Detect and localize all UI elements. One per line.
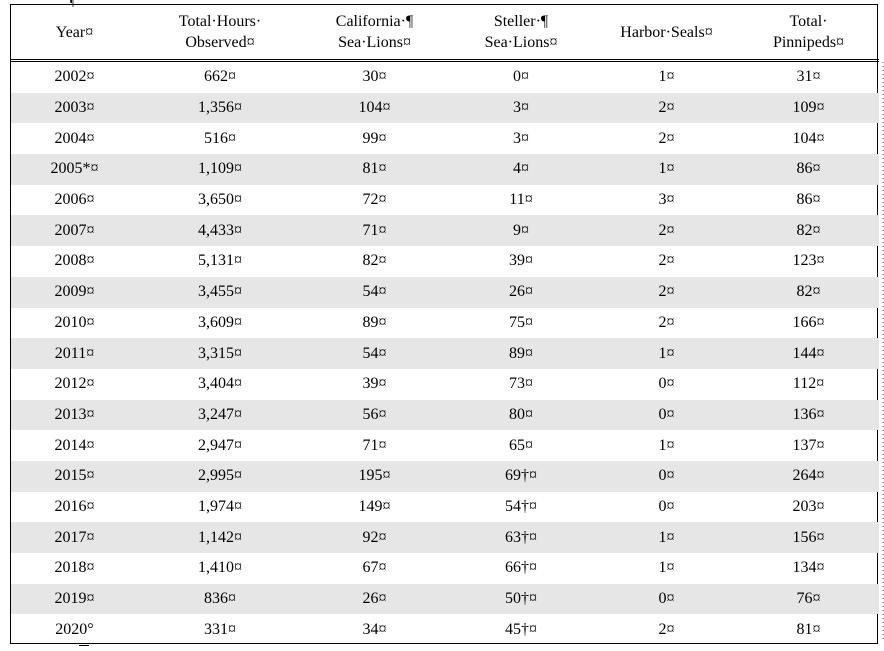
table-header bbox=[11, 5, 879, 61]
cell-year: 2004¤ bbox=[54, 129, 95, 147]
cell-total-hours: 3,650¤ bbox=[198, 191, 242, 209]
header-steller-sea-lions bbox=[447, 5, 595, 61]
cell-california-sea-lions: 71¤ bbox=[302, 215, 447, 246]
table-row bbox=[11, 614, 879, 645]
cell-year: 2005*¤ bbox=[11, 154, 138, 185]
cell-total-hours: 5,131¤ bbox=[198, 252, 242, 270]
cell-steller-sea-lions: 66†¤ bbox=[505, 559, 537, 577]
header-california-line1: California·¶ bbox=[335, 13, 414, 30]
cell-steller-sea-lions: 63†¤ bbox=[447, 522, 595, 553]
cell-total-pinnipeds: 112¤ bbox=[792, 375, 825, 393]
cell-california-sea-lions: 54¤ bbox=[302, 338, 447, 369]
cell-total-pinnipeds: 82¤ bbox=[738, 215, 879, 246]
table-row bbox=[11, 61, 879, 93]
header-year-line1: Year¤ bbox=[55, 23, 94, 41]
cell-steller-sea-lions: 65¤ bbox=[509, 436, 533, 454]
cell-california-sea-lions: 104¤ bbox=[302, 93, 447, 124]
cell-year: 2008¤ bbox=[54, 252, 95, 270]
cell-california-sea-lions: 195¤ bbox=[302, 461, 447, 492]
cell-steller-sea-lions: 9¤ bbox=[447, 215, 595, 246]
cell-total-hours: 4,433¤ bbox=[138, 215, 302, 246]
table-body bbox=[11, 61, 879, 646]
cell-harbor-seals: 0¤ bbox=[595, 584, 738, 615]
cell-total-pinnipeds: 109¤ bbox=[738, 93, 879, 124]
cell-harbor-seals: 2¤ bbox=[658, 252, 675, 270]
cell-year: 2010¤ bbox=[54, 313, 95, 331]
cell-total-pinnipeds: 156¤ bbox=[738, 522, 879, 553]
cell-california-sea-lions: 30¤ bbox=[362, 68, 387, 86]
table-row bbox=[11, 123, 879, 154]
cell-total-hours: 1,109¤ bbox=[138, 154, 302, 185]
cell-california-sea-lions: 92¤ bbox=[302, 522, 447, 553]
cell-california-sea-lions: 26¤ bbox=[302, 584, 447, 615]
cell-harbor-seals: 2¤ bbox=[658, 129, 675, 147]
pinniped-table-frame bbox=[10, 4, 878, 644]
cell-total-hours: 3,609¤ bbox=[198, 313, 242, 331]
cell-total-pinnipeds: 264¤ bbox=[738, 461, 879, 492]
cell-harbor-seals: 0¤ bbox=[595, 461, 738, 492]
header-row bbox=[11, 5, 879, 61]
cell-california-sea-lions: 72¤ bbox=[362, 191, 387, 209]
cell-harbor-seals: 1¤ bbox=[595, 338, 738, 369]
cell-harbor-seals: 0¤ bbox=[658, 497, 675, 515]
cell-year: 2003¤ bbox=[11, 93, 138, 124]
cell-total-pinnipeds: 144¤ bbox=[738, 338, 879, 369]
header-harbor-line1: Harbor·Seals¤ bbox=[620, 23, 713, 41]
cell-total-pinnipeds: 31¤ bbox=[796, 68, 821, 86]
header-total-hours bbox=[138, 5, 302, 61]
header-total-pinnipeds bbox=[738, 5, 879, 61]
cell-total-hours: 662¤ bbox=[204, 68, 236, 86]
cell-steller-sea-lions: 69†¤ bbox=[447, 461, 595, 492]
cell-california-sea-lions: 56¤ bbox=[302, 400, 447, 431]
cell-total-hours: 3,455¤ bbox=[138, 277, 302, 308]
cell-year: 2011¤ bbox=[11, 338, 138, 369]
cell-california-sea-lions: 89¤ bbox=[362, 313, 387, 331]
cell-harbor-seals: 2¤ bbox=[595, 215, 738, 246]
cell-year: 2017¤ bbox=[11, 522, 138, 553]
cell-total-hours: 331¤ bbox=[204, 620, 236, 638]
cell-california-sea-lions: 67¤ bbox=[362, 559, 387, 577]
header-steller-line2: Sea·Lions¤ bbox=[484, 34, 558, 51]
table-row bbox=[11, 185, 879, 216]
cell-steller-sea-lions: 3¤ bbox=[447, 93, 595, 124]
table-row bbox=[11, 154, 879, 185]
cell-steller-sea-lions: 89¤ bbox=[447, 338, 595, 369]
cell-total-hours: 1,974¤ bbox=[198, 497, 242, 515]
cell-total-pinnipeds: 136¤ bbox=[738, 400, 879, 431]
header-total-pinnipeds-line1: Total· bbox=[789, 13, 828, 30]
cell-harbor-seals: 1¤ bbox=[658, 68, 675, 86]
header-harbor-seals bbox=[595, 5, 738, 61]
cell-year: 2016¤ bbox=[54, 497, 95, 515]
cell-total-pinnipeds: 86¤ bbox=[738, 154, 879, 185]
cell-harbor-seals: 1¤ bbox=[595, 522, 738, 553]
cell-steller-sea-lions: 4¤ bbox=[447, 154, 595, 185]
cell-total-hours: 2,947¤ bbox=[198, 436, 242, 454]
cell-harbor-seals: 0¤ bbox=[658, 375, 675, 393]
table-row bbox=[11, 553, 879, 584]
cell-steller-sea-lions: 3¤ bbox=[513, 129, 529, 147]
cell-total-hours: 2,995¤ bbox=[138, 461, 302, 492]
cell-harbor-seals: 1¤ bbox=[658, 559, 675, 577]
cell-steller-sea-lions: 0¤ bbox=[513, 68, 529, 86]
header-california-line2: Sea·Lions¤ bbox=[338, 34, 411, 51]
cell-harbor-seals: 0¤ bbox=[595, 400, 738, 431]
header-steller-line1: Steller·¶ bbox=[493, 13, 549, 30]
cell-total-hours: 3,247¤ bbox=[138, 400, 302, 431]
cell-total-pinnipeds: 86¤ bbox=[796, 191, 821, 209]
cell-california-sea-lions: 99¤ bbox=[362, 129, 387, 147]
cell-steller-sea-lions: 73¤ bbox=[509, 375, 533, 393]
cell-steller-sea-lions: 26¤ bbox=[447, 277, 595, 308]
header-year bbox=[11, 5, 138, 61]
cell-total-pinnipeds: 137¤ bbox=[792, 436, 825, 454]
cell-harbor-seals: 2¤ bbox=[595, 277, 738, 308]
cell-steller-sea-lions: 54†¤ bbox=[505, 497, 537, 515]
cell-california-sea-lions: 82¤ bbox=[362, 252, 387, 270]
header-total-pinnipeds-line2: Pinnipeds¤ bbox=[772, 34, 845, 51]
cell-steller-sea-lions: 80¤ bbox=[447, 400, 595, 431]
cell-total-hours: 1,356¤ bbox=[138, 93, 302, 124]
cell-total-hours: 836¤ bbox=[138, 584, 302, 615]
cell-harbor-seals: 2¤ bbox=[658, 620, 675, 638]
cell-total-hours: 1,410¤ bbox=[198, 559, 242, 577]
cell-harbor-seals: 2¤ bbox=[595, 93, 738, 124]
cell-total-pinnipeds: 81¤ bbox=[796, 620, 821, 638]
cell-steller-sea-lions: 11¤ bbox=[509, 191, 533, 209]
cell-total-pinnipeds: 134¤ bbox=[792, 559, 825, 577]
cell-year: 2014¤ bbox=[54, 436, 95, 454]
cell-steller-sea-lions: 39¤ bbox=[509, 252, 533, 270]
header-total-hours-line2: Observed¤ bbox=[185, 34, 255, 51]
cell-steller-sea-lions: 50†¤ bbox=[447, 584, 595, 615]
cell-harbor-seals: 3¤ bbox=[658, 191, 675, 209]
cell-year: 2013¤ bbox=[11, 400, 138, 431]
cell-year: 2002¤ bbox=[54, 68, 95, 86]
cell-total-hours: 1,142¤ bbox=[138, 522, 302, 553]
cell-california-sea-lions: 39¤ bbox=[362, 375, 387, 393]
cell-total-pinnipeds: 203¤ bbox=[792, 497, 825, 515]
table-row bbox=[11, 430, 879, 461]
cell-total-hours: 516¤ bbox=[204, 129, 236, 147]
table-row bbox=[11, 246, 879, 277]
cell-total-hours: 3,404¤ bbox=[198, 375, 242, 393]
header-california-sea-lions bbox=[302, 5, 447, 61]
table-row bbox=[11, 338, 879, 369]
cell-california-sea-lions: 34¤ bbox=[362, 620, 387, 638]
cell-harbor-seals: 1¤ bbox=[595, 154, 738, 185]
cell-year: 2007¤ bbox=[11, 215, 138, 246]
cell-california-sea-lions: 54¤ bbox=[302, 277, 447, 308]
table-row bbox=[11, 400, 879, 431]
footnote-separator bbox=[79, 645, 89, 646]
cell-california-sea-lions: 81¤ bbox=[302, 154, 447, 185]
table-row bbox=[11, 522, 879, 553]
cell-year: 2012¤ bbox=[54, 375, 95, 393]
table-row bbox=[11, 461, 879, 492]
cell-harbor-seals: 2¤ bbox=[658, 313, 675, 331]
table-row bbox=[11, 369, 879, 400]
cell-year: 2019¤ bbox=[11, 584, 138, 615]
cell-total-pinnipeds: 76¤ bbox=[738, 584, 879, 615]
header-total-hours-line1: Total·Hours· bbox=[178, 13, 262, 30]
cell-year: 2020° bbox=[55, 620, 94, 638]
cell-california-sea-lions: 71¤ bbox=[362, 436, 387, 454]
cell-total-pinnipeds: 166¤ bbox=[792, 313, 825, 331]
cell-year: 2018¤ bbox=[54, 559, 95, 577]
table-row bbox=[11, 492, 879, 523]
table-row bbox=[11, 215, 879, 246]
cell-total-hours: 3,315¤ bbox=[138, 338, 302, 369]
cell-steller-sea-lions: 45†¤ bbox=[505, 620, 537, 638]
cell-steller-sea-lions: 75¤ bbox=[509, 313, 533, 331]
pinniped-observation-table bbox=[11, 5, 879, 645]
table-row bbox=[11, 308, 879, 339]
paragraph-mark: ¶ bbox=[70, 0, 75, 8]
cell-year: 2015¤ bbox=[11, 461, 138, 492]
cell-total-pinnipeds: 123¤ bbox=[792, 252, 825, 270]
cell-year: 2009¤ bbox=[11, 277, 138, 308]
cell-harbor-seals: 1¤ bbox=[658, 436, 675, 454]
cell-total-pinnipeds: 104¤ bbox=[792, 129, 825, 147]
table-row bbox=[11, 584, 879, 615]
table-row bbox=[11, 93, 879, 124]
cell-total-pinnipeds: 82¤ bbox=[738, 277, 879, 308]
table-row bbox=[11, 277, 879, 308]
cell-california-sea-lions: 149¤ bbox=[358, 497, 391, 515]
cell-year: 2006¤ bbox=[54, 191, 95, 209]
